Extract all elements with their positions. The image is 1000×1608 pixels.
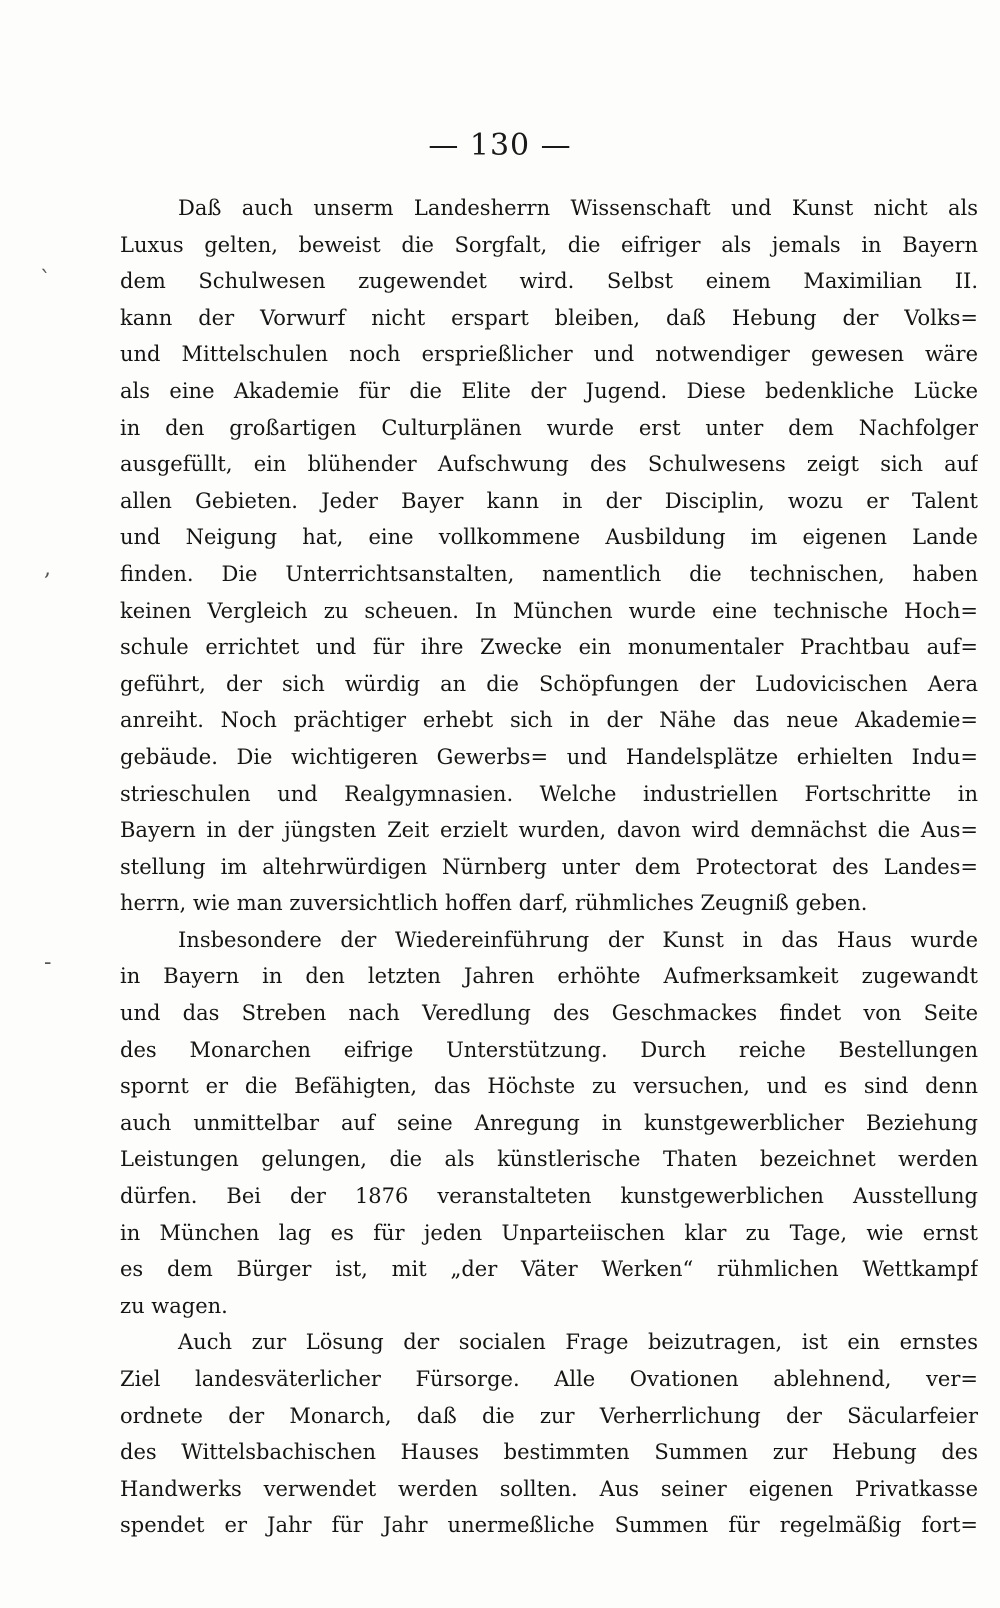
text-line: und Mittelschulen noch ersprießlicher und notwendiger gewesen wäre bbox=[120, 342, 978, 367]
text-line: in München lag es für jeden Unparteiischen klar zu Tage, wie ernst bbox=[120, 1220, 978, 1245]
text-line: Daß auch unserm Landesherrn Wissenschaft und Kunst nicht als bbox=[178, 196, 978, 220]
text-line: Ziel landesväterlicher Fürsorge. Alle Ovationen ablehnend, ver= bbox=[120, 1367, 978, 1391]
text-line: schule errichtet und für ihre Zwecke ein monumentaler Prachtbau auf= bbox=[120, 635, 978, 660]
text-line: finden. Die Unterrichtsanstalten, namentlich die technischen, haben bbox=[120, 561, 978, 586]
text-line: ausgefüllt, ein blühender Aufschwung des Schulwesens zeigt sich auf bbox=[120, 452, 978, 477]
text-line: es dem Bürger ist, mit „der Väter Werken“ rühmlichen Wettkampf bbox=[120, 1257, 978, 1282]
margin-mark: ˋ bbox=[40, 268, 51, 293]
text-line: des Wittelsbachischen Hauses bestimmten Summen zur Hebung des bbox=[120, 1440, 978, 1465]
text-line: geführt, der sich würdig an die Schöpfungen der Ludovicischen Aera bbox=[120, 671, 978, 696]
page-number: — 130 — bbox=[428, 128, 572, 163]
margin-mark: , bbox=[44, 556, 51, 581]
text-line: als eine Akademie für die Elite der Jugend. Diese bedenkliche Lücke bbox=[120, 378, 978, 403]
text-line: Bayern in der jüngsten Zeit erzielt wurden, davon wird demnächst die Aus= bbox=[120, 818, 978, 843]
text-line: keinen Vergleich zu scheuen. In München wurde eine technische Hoch= bbox=[120, 598, 978, 623]
text-line: Insbesondere der Wiedereinführung der Kunst in das Haus wurde bbox=[178, 927, 978, 952]
text-line: und das Streben nach Veredlung des Geschmackes findet von Seite bbox=[120, 1001, 978, 1026]
text-line: und Neigung hat, eine vollkommene Ausbildung im eigenen Lande bbox=[120, 525, 978, 550]
text-line: Auch zur Lösung der socialen Frage beizutragen, ist ein ernstes bbox=[178, 1330, 978, 1355]
text-line: in den großartigen Culturplänen wurde erst unter dem Nachfolger bbox=[120, 415, 978, 440]
text-line: auch unmittelbar auf seine Anregung in kunstgewerblicher Beziehung bbox=[120, 1110, 978, 1135]
text-line: zu wagen. bbox=[120, 1293, 228, 1318]
text-line: Leistungen gelungen, die als künstlerische Thaten bezeichnet werden bbox=[120, 1147, 978, 1172]
text-line: allen Gebieten. Jeder Bayer kann in der Disciplin, wozu er Talent bbox=[120, 488, 978, 513]
text-line: stellung im altehrwürdigen Nürnberg unter dem Protectorat des Landes= bbox=[120, 854, 978, 879]
text-line: anreiht. Noch prächtiger erhebt sich in der Nähe das neue Akademie= bbox=[120, 708, 978, 733]
text-line: des Monarchen eifrige Unterstützung. Durch reiche Bestellungen bbox=[120, 1037, 978, 1062]
text-line: dürfen. Bei der 1876 veranstalteten kunstgewerblichen Ausstellung bbox=[120, 1184, 978, 1209]
text-line: kann der Vorwurf nicht erspart bleiben, daß Hebung der Volks= bbox=[120, 305, 978, 330]
margin-mark: - bbox=[44, 950, 52, 975]
text-line: spornt er die Befähigten, das Höchste zu versuchen, und es sind denn bbox=[120, 1074, 978, 1099]
text-line: Handwerks verwendet werden sollten. Aus seiner eigenen Privatkasse bbox=[120, 1476, 978, 1501]
text-line: herrn, wie man zuversichtlich hoffen darf, rühmliches Zeugniß geben. bbox=[120, 891, 868, 916]
body-text bbox=[120, 190, 978, 1544]
text-line: spendet er Jahr für Jahr unermeßliche Summen für regelmäßig fort= bbox=[120, 1513, 978, 1538]
text-line: Luxus gelten, beweist die Sorgfalt, die eifriger als jemals in Bayern bbox=[120, 232, 978, 257]
text-line: ordnete der Monarch, daß die zur Verherrlichung der Säcularfeier bbox=[120, 1403, 978, 1428]
text-line: dem Schulwesen zugewendet wird. Selbst einem Maximilian II. bbox=[120, 269, 978, 294]
text-line: gebäude. Die wichtigeren Gewerbs= und Handelsplätze erhielten Indu= bbox=[120, 744, 978, 769]
text-line: in Bayern in den letzten Jahren erhöhte Aufmerksamkeit zugewandt bbox=[120, 964, 978, 989]
text-line: strieschulen und Realgymnasien. Welche industriellen Fortschritte in bbox=[120, 781, 978, 806]
